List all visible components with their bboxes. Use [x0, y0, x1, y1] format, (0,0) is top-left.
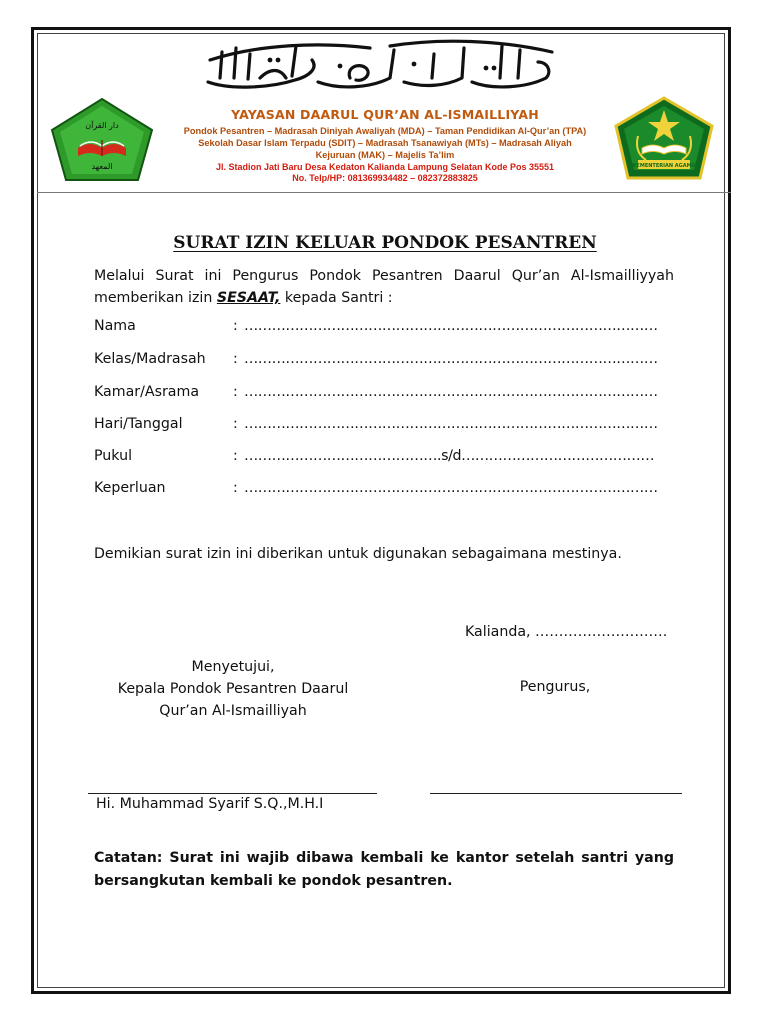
field-kamar-asrama [94, 384, 674, 406]
approver-title-line-2: Qur’an Al-Ismailliyah [159, 703, 307, 719]
document-title: SURAT IZIN KELUAR PONDOK PESANTREN [173, 233, 597, 253]
field-blank: …………………………………….s/d…………………………………… [244, 448, 655, 464]
approver-name: Hi. Muhammad Syarif S.Q.,M.H.I [96, 796, 324, 812]
field-nama [94, 318, 674, 340]
field-blank: ……………………………………………………………………………… [244, 480, 658, 496]
field-label: Pukul [94, 448, 133, 464]
programs-line-3: Kejuruan (MAK) – Majelis Ta’lim [315, 150, 455, 160]
intro-paragraph [94, 265, 674, 309]
field-colon: : [233, 351, 238, 367]
field-blank: ……………………………………………………………………………… [244, 351, 658, 367]
intro-text: Melalui Surat ini Pengurus Pondok Pesantren Daarul Qur’an Al-Ismailliyyah memberikan izin [94, 268, 674, 306]
logo-text-bottom: المعهد [91, 162, 113, 171]
approval-block [86, 656, 380, 722]
signature-line-staff [430, 793, 682, 794]
phone-line: No. Telp/HP: 081369934482 – 082372883825 [292, 173, 478, 183]
field-colon: : [233, 448, 238, 464]
emblem-text: KEMENTERIAN AGAMA [632, 163, 696, 169]
intro-text-end: kepada Santri : [280, 290, 393, 306]
field-blank: ……………………………………………………………………………… [244, 384, 658, 400]
signature-line-approver [88, 793, 377, 794]
approver-title-line-1: Kepala Pondok Pesantren Daarul [117, 681, 349, 697]
field-label: Nama [94, 318, 136, 334]
field-colon: : [233, 384, 238, 400]
place-date: Kalianda, ………………………. [465, 624, 668, 640]
field-kelas-madrasah [94, 351, 674, 373]
field-label: Kamar/Asrama [94, 384, 200, 400]
staff-signature-label: Pengurus, [519, 679, 591, 695]
field-label: Hari/Tanggal [94, 416, 183, 432]
programs-line-1: Pondok Pesantren – Madrasah Diniyah Awaliyah (MDA) – Taman Pendidikan Al-Qur’an (TPA) [183, 126, 587, 136]
calligraphy-text: المعهد دار القرآن [376, 94, 384, 95]
field-colon: : [233, 416, 238, 432]
logo-text-top: دار القرآن [85, 121, 119, 130]
address-line: Jl. Stadion Jati Baru Desa Kedaton Kalianda Lampung Selatan Kode Pos 35551 [215, 162, 555, 172]
organization-name: YAYASAN DAARUL QUR’AN AL-ISMAILLIYAH [231, 107, 539, 122]
field-label: Kelas/Madrasah [94, 351, 206, 367]
field-colon: : [233, 480, 238, 496]
field-pukul [94, 448, 674, 470]
header-divider [37, 192, 731, 193]
field-hari-tanggal [94, 416, 674, 438]
field-label: Keperluan [94, 480, 166, 496]
field-blank: ……………………………………………………………………………… [244, 416, 658, 432]
calligraphy-banner [200, 38, 560, 96]
programs-line-2: Sekolah Dasar Islam Terpadu (SDIT) – Madrasah Tsanawiyah (MTs) – Madrasah Aliyah [198, 138, 572, 148]
approval-label: Menyetujui, [191, 659, 275, 675]
field-keperluan [94, 480, 674, 502]
field-colon: : [233, 318, 238, 334]
kemenag-emblem [612, 96, 716, 180]
intro-emphasis: SESAAT, [216, 290, 281, 306]
note-paragraph: Catatan: Surat ini wajib dibawa kembali ke kantor setelah santri yang bersangkutan kembali ke pondok pesantren. [94, 850, 674, 889]
institution-logo [48, 96, 156, 184]
field-blank: ……………………………………………………………………………… [244, 318, 658, 334]
closing-paragraph: Demikian surat izin ini diberikan untuk digunakan sebagaimana mestinya. [94, 546, 622, 562]
